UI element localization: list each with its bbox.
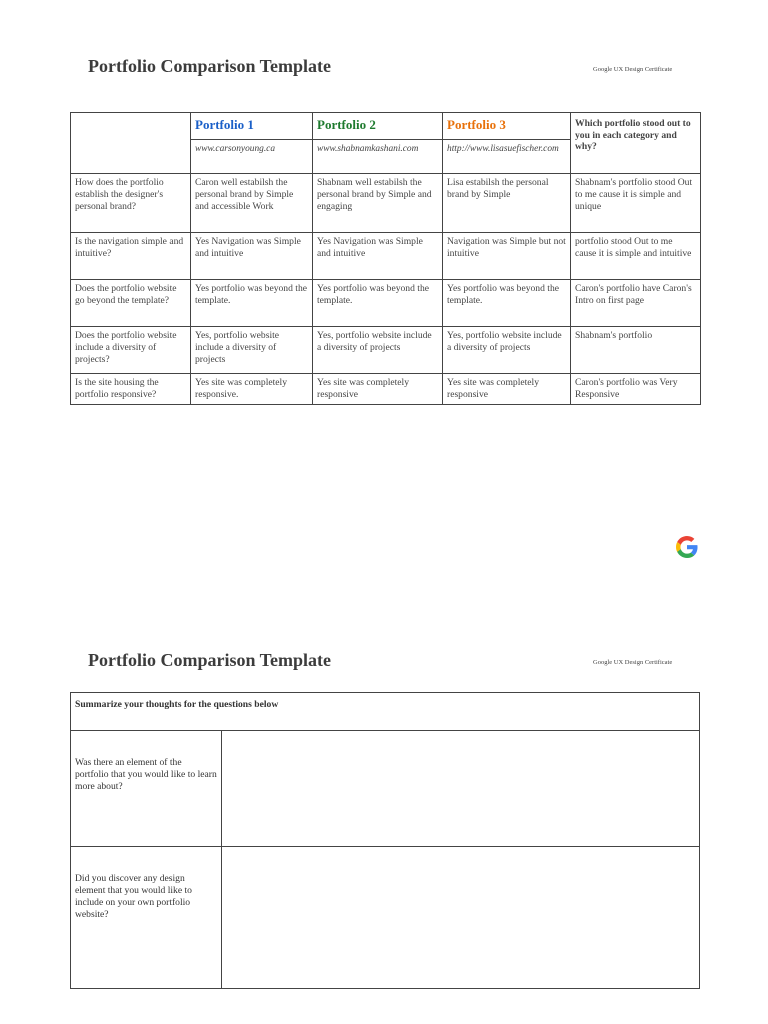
row-portfolio-1: Yes Navigation was Simple and intuitive [191, 233, 313, 280]
empty-header-cell [71, 113, 191, 174]
summary-header: Summarize your thoughts for the questions below [71, 693, 700, 731]
row-question: Is the site housing the portfolio responsive? [71, 374, 191, 405]
row-portfolio-2: Yes Navigation was Simple and intuitive [313, 233, 443, 280]
row-portfolio-1: Yes site was completely responsive. [191, 374, 313, 405]
row-portfolio-3: Lisa estabilsh the personal brand by Simple [443, 174, 571, 233]
table-header-row [71, 113, 701, 140]
page-title: Portfolio Comparison Template [88, 56, 331, 76]
summary-answer-field[interactable] [222, 731, 700, 847]
table-row [71, 847, 700, 989]
row-question: How does the portfolio establish the designer's personal brand? [71, 174, 191, 233]
certificate-label: Google UX Design Certificate [593, 659, 673, 666]
summary-question: Was there an element of the portfolio that you would like to learn more about? [71, 731, 222, 847]
row-portfolio-3: Yes, portfolio website include a diversity of projects [443, 327, 571, 374]
row-portfolio-3: Yes site was completely responsive [443, 374, 571, 405]
verdict-header: Which portfolio stood out to you in each category and why? [571, 113, 701, 174]
row-verdict: portfolio stood Out to me cause it is simple and intuitive [571, 233, 701, 280]
row-portfolio-1: Yes portfolio was beyond the template. [191, 280, 313, 327]
page-title: Portfolio Comparison Template [88, 650, 331, 670]
row-question: Is the navigation simple and intuitive? [71, 233, 191, 280]
row-verdict: Caron's portfolio was Very Responsive [571, 374, 701, 405]
document-page-2 [0, 600, 768, 1024]
portfolio-3-header: Portfolio 3 [443, 113, 571, 140]
row-portfolio-2: Yes site was completely responsive [313, 374, 443, 405]
row-portfolio-2: Yes portfolio was beyond the template. [313, 280, 443, 327]
certificate-label: Google UX Design Certificate [593, 66, 673, 73]
portfolio-1-header: Portfolio 1 [191, 113, 313, 140]
google-g-icon [676, 536, 698, 558]
table-row [71, 233, 701, 280]
row-verdict: Shabnam's portfolio [571, 327, 701, 374]
row-portfolio-2: Yes, portfolio website include a diversity of projects [313, 327, 443, 374]
row-portfolio-3: Yes portfolio was beyond the template. [443, 280, 571, 327]
table-row [71, 327, 701, 374]
row-portfolio-2: Shabnam well estabilsh the personal brand by Simple and engaging [313, 174, 443, 233]
summary-header-row [71, 693, 700, 731]
summary-question: Did you discover any design element that you would like to include on your own portfolio website? [71, 847, 222, 989]
summary-answer-field[interactable] [222, 847, 700, 989]
row-portfolio-3: Navigation was Simple but not intuitive [443, 233, 571, 280]
row-verdict: Caron's portfolio have Caron's Intro on first page [571, 280, 701, 327]
table-row [71, 374, 701, 405]
summary-table [70, 692, 700, 989]
row-portfolio-1: Yes, portfolio website include a diversity of projects [191, 327, 313, 374]
row-verdict: Shabnam's portfolio stood Out to me cause it is simple and unique [571, 174, 701, 233]
table-row [71, 731, 700, 847]
table-row [71, 174, 701, 233]
comparison-table [70, 112, 701, 405]
row-question: Does the portfolio website include a diversity of projects? [71, 327, 191, 374]
portfolio-2-url[interactable]: www.shabnamkashani.com [313, 140, 443, 174]
portfolio-1-url[interactable]: www.carsonyoung.ca [191, 140, 313, 174]
row-question: Does the portfolio website go beyond the template? [71, 280, 191, 327]
portfolio-2-header: Portfolio 2 [313, 113, 443, 140]
portfolio-3-url[interactable]: http://www.lisasuefischer.com [443, 140, 571, 174]
row-portfolio-1: Caron well estabilsh the personal brand by Simple and accessible Work [191, 174, 313, 233]
table-row [71, 280, 701, 327]
